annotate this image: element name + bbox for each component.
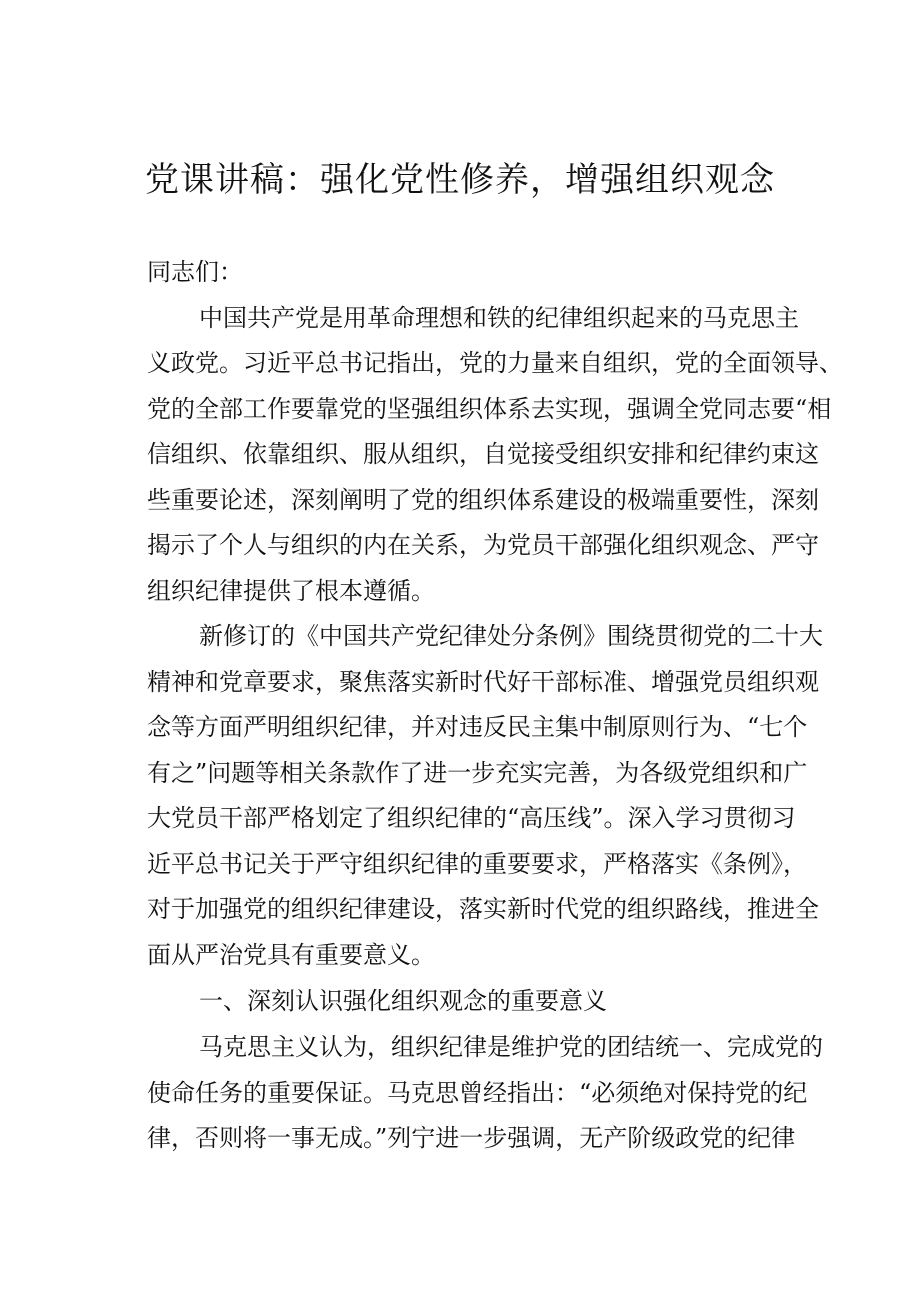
text-line: 揭示了个人与组织的内在关系，为党员干部强化组织观念、严守 (147, 531, 819, 559)
text-line: 有之”问题等相关条款作了进一步充实完善，为各级党组织和广 (147, 758, 808, 787)
text-line: 近平总书记关于严守组织纪律的重要要求，严格落实《条例》， (147, 849, 807, 878)
text-line: 使命任务的重要保证。马克思曾经指出：“必须绝对保持党的纪 (147, 1078, 808, 1107)
text-line: 中国共产党是用革命理想和铁的纪律组织起来的马克思主 (199, 303, 799, 332)
text-line: 念等方面严明组织纪律，并对违反民主集中制原则行为、“七个 (147, 713, 808, 741)
text-line: 组织纪律提供了根本遵循。 (147, 576, 435, 605)
document-title: 党课讲稿：强化党性修养，增强组织观念 (145, 160, 775, 200)
text-line: 马克思主义认为，组织纪律是维护党的团结统一、完成党的 (199, 1033, 823, 1061)
section-heading: 一、深刻认识强化组织观念的重要意义 (199, 987, 607, 1015)
text-line: 律，否则将一事无成。”列宁进一步强调，无产阶级政党的纪律 (147, 1124, 796, 1152)
text-line: 大党员干部严格划定了组织纪律的“高压线”。深入学习贯彻习 (147, 804, 796, 832)
text-line: 新修订的《中国共产党纪律处分条例》围绕贯彻党的二十大 (199, 622, 823, 650)
text-line: 同志们： (147, 258, 243, 286)
text-line: 些重要论述，深刻阐明了党的组织体系建设的极端重要性，深刻 (147, 485, 819, 514)
text-line: 对于加强党的组织纪律建设，落实新时代党的组织路线，推进全 (147, 895, 819, 923)
text-line: 信组织、依靠组织、服从组织，自觉接受组织安排和纪律约束这 (147, 440, 819, 468)
text-line: 党的全部工作要靠党的坚强组织体系去实现，强调全党同志要“相 (147, 394, 832, 423)
document-body (147, 250, 843, 1162)
text-line: 精神和党章要求，聚焦落实新时代好干部标准、增强党员组织观 (147, 667, 819, 696)
text-line: 义政党。习近平总书记指出，党的力量来自组织，党的全面领导、 (147, 349, 843, 377)
text-line: 面从严治党具有重要意义。 (147, 940, 435, 969)
